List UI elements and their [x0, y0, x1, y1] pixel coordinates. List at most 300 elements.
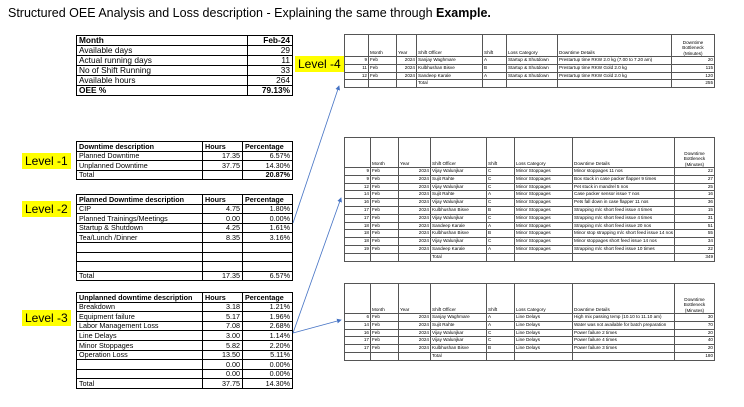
- column-header: [345, 138, 371, 168]
- summary-label: Month: [77, 36, 248, 46]
- cell-category: Minor Stoppages: [515, 175, 573, 183]
- cell-year: 2024: [399, 314, 431, 322]
- cell-shift: B: [487, 345, 515, 353]
- cell-year: 2024: [399, 337, 431, 345]
- cell-details: [573, 352, 675, 360]
- cell-day: 17: [345, 337, 371, 345]
- cell-year: 2024: [399, 321, 431, 329]
- cell-hours: 0.00: [203, 369, 243, 379]
- cell-category: Startup & Shutdown: [507, 72, 558, 80]
- cell-details: Minor stoppages 11 nos: [573, 168, 675, 176]
- arrow-startup-to-level-4: [293, 86, 339, 223]
- cell-year: 2024: [399, 206, 431, 214]
- table-row: [77, 204, 293, 214]
- table-row: [345, 175, 715, 183]
- table-row: [345, 238, 715, 246]
- cell-day: 18: [345, 222, 371, 230]
- cell-shift: C: [487, 175, 515, 183]
- cell-total-label: Total: [431, 352, 487, 360]
- cell-percentage: 2.68%: [243, 321, 293, 331]
- cell-hours: 37.75: [203, 161, 243, 171]
- cell-shift: B: [487, 206, 515, 214]
- cell-shift: A: [487, 314, 515, 322]
- table-row: [345, 222, 715, 230]
- cell-category: Line Delays: [515, 321, 573, 329]
- column-header: Downtime Bottleneck (Minutes): [675, 284, 715, 314]
- cell-day: 14: [345, 191, 371, 199]
- cell-day: 11: [345, 64, 369, 72]
- table-row: [77, 302, 293, 312]
- cell-shift: C: [487, 337, 515, 345]
- cell-shift: [487, 253, 515, 261]
- column-header: Year: [399, 284, 431, 314]
- cell-day: 17: [345, 345, 371, 353]
- column-header: Downtime description: [77, 142, 203, 152]
- cell-category: Minor Stoppages: [515, 199, 573, 207]
- cell-category: Minor Stoppages: [515, 222, 573, 230]
- cell-month: Feb: [371, 321, 399, 329]
- cell-officer: Sandeep Karale: [431, 245, 487, 253]
- level-1-table: [76, 141, 293, 180]
- cell-percentage: 1.80%: [243, 204, 293, 214]
- cell-month: Feb: [371, 183, 399, 191]
- cell-minutes: 36: [675, 199, 715, 207]
- cell-hours: 4.25: [203, 223, 243, 233]
- cell-month: Feb: [371, 206, 399, 214]
- cell-details: Prestartup time RKW Gold 2.0 kg: [558, 72, 672, 80]
- column-header: Month: [371, 284, 399, 314]
- detail-header-row: [345, 284, 715, 314]
- cell-shift: A: [483, 72, 507, 80]
- cell-year: 2024: [399, 191, 431, 199]
- table-row: [345, 245, 715, 253]
- cell-description: [77, 262, 203, 272]
- cell-year: 2024: [399, 345, 431, 353]
- cell-hours: 0.00: [203, 360, 243, 370]
- cell-hours: 3.18: [203, 302, 243, 312]
- table-row: [77, 360, 293, 370]
- column-header: Hours: [203, 195, 243, 205]
- table-row: [345, 191, 715, 199]
- cell-percentage: 0.00%: [243, 360, 293, 370]
- line-delays-detail-table: [344, 283, 715, 361]
- cell-details: Box stuck in case packer flapper 9 times: [573, 175, 675, 183]
- cell-year: 2024: [399, 168, 431, 176]
- cell-description: Operation Loss: [77, 350, 203, 360]
- cell-shift: B: [483, 64, 507, 72]
- cell-description: Total: [77, 170, 203, 180]
- cell-day: 9: [345, 168, 371, 176]
- summary-value: 264: [248, 76, 293, 86]
- column-header: Hours: [203, 293, 243, 303]
- cell-hours: 13.50: [203, 350, 243, 360]
- cell-month: Feb: [371, 345, 399, 353]
- cell-description: [77, 369, 203, 379]
- column-header: Month: [369, 35, 397, 57]
- cell-day: [345, 352, 371, 360]
- cell-category: Minor Stoppages: [515, 230, 573, 238]
- cell-year: 2024: [399, 245, 431, 253]
- cell-officer: Sandeep Karale: [417, 72, 483, 80]
- table-row: [77, 233, 293, 243]
- column-header: Downtime Details: [558, 35, 672, 57]
- cell-category: [515, 352, 573, 360]
- cell-year: 2024: [399, 222, 431, 230]
- column-header: Shift: [487, 138, 515, 168]
- startup-shutdown-detail-table: [344, 34, 715, 88]
- cell-details: Minor stop strapping m/c short feed issue 14 nos: [573, 230, 675, 238]
- summary-value: 11: [248, 56, 293, 66]
- column-header: Loss Category: [515, 138, 573, 168]
- cell-day: 14: [345, 321, 371, 329]
- table-row: [345, 183, 715, 191]
- table-row: [345, 321, 715, 329]
- column-header: Loss Category: [507, 35, 558, 57]
- cell-minutes: 115: [672, 64, 715, 72]
- cell-hours: [203, 242, 243, 252]
- cell-shift: C: [487, 183, 515, 191]
- cell-officer: Vijay Walunjkar: [431, 199, 487, 207]
- level-2-table: [76, 194, 293, 281]
- cell-day: 9: [345, 57, 369, 65]
- column-header: Hours: [203, 142, 243, 152]
- cell-hours: 4.75: [203, 204, 243, 214]
- cell-percentage: [243, 242, 293, 252]
- cell-description: [77, 242, 203, 252]
- cell-officer: Vijay Walunjkar: [431, 329, 487, 337]
- level-3-label: Level -3: [22, 310, 71, 326]
- cell-minutes: 70: [675, 321, 715, 329]
- cell-category: [507, 80, 558, 88]
- cell-details: [558, 80, 672, 88]
- cell-total-minutes: 255: [672, 80, 715, 88]
- table-row: [345, 337, 715, 345]
- cell-details: Pet stuck in mandrel 5 nos: [573, 183, 675, 191]
- level-1-label: Level -1: [22, 153, 71, 169]
- cell-minutes: 20: [672, 57, 715, 65]
- cell-minutes: 27: [675, 175, 715, 183]
- table-row: [77, 252, 293, 262]
- cell-details: Strapping m/c short feed issue 4 times: [573, 206, 675, 214]
- cell-month: Feb: [371, 214, 399, 222]
- cell-month: [371, 253, 399, 261]
- cell-officer: Vijay Walunjkar: [431, 168, 487, 176]
- cell-description: Tea/Lunch /Dinner: [77, 233, 203, 243]
- title-prefix: Structured OEE Analysis and Loss description - Explaining the same through: [8, 6, 437, 20]
- level-2-label: Level -2: [22, 201, 71, 217]
- cell-year: 2024: [399, 214, 431, 222]
- table-row: [345, 57, 715, 65]
- summary-row: [77, 36, 293, 46]
- summary-label: Available days: [77, 46, 248, 56]
- summary-row: [77, 56, 293, 66]
- cell-hours: [203, 170, 243, 180]
- cell-description: Unplanned Downtime: [77, 161, 203, 171]
- table-row: [77, 350, 293, 360]
- cell-percentage: 14.30%: [243, 379, 293, 389]
- table-row: [77, 379, 293, 389]
- cell-officer: Sanjay Waghmare: [431, 314, 487, 322]
- table-row: [77, 340, 293, 350]
- column-header: Year: [399, 138, 431, 168]
- table-row: [345, 214, 715, 222]
- cell-description: Startup & Shutdown: [77, 223, 203, 233]
- cell-minutes: 30: [675, 314, 715, 322]
- cell-description: Line Delays: [77, 331, 203, 341]
- cell-details: Power failure 3 times: [573, 345, 675, 353]
- cell-month: [371, 352, 399, 360]
- column-header: Shift: [483, 35, 507, 57]
- cell-month: [369, 80, 397, 88]
- column-header: Downtime Bottleneck (Minutes): [675, 138, 715, 168]
- table-row: [77, 271, 293, 281]
- column-header: Unplanned downtime description: [77, 293, 203, 303]
- cell-year: [397, 80, 417, 88]
- cell-percentage: 3.16%: [243, 233, 293, 243]
- oee-summary-table: [76, 35, 293, 96]
- cell-officer: Vijay Walunjkar: [431, 183, 487, 191]
- cell-details: Power failure 2 times: [573, 329, 675, 337]
- cell-month: Feb: [371, 191, 399, 199]
- level-4-label: Level -4: [295, 56, 344, 72]
- table-row: [77, 170, 293, 180]
- cell-month: Feb: [369, 57, 397, 65]
- column-header: Percentage: [243, 142, 293, 152]
- summary-row: [77, 66, 293, 76]
- summary-row: [77, 76, 293, 86]
- table-row: [345, 345, 715, 353]
- level-3-table: [76, 292, 293, 389]
- column-header: Year: [397, 35, 417, 57]
- table-row: [345, 206, 715, 214]
- cell-shift: C: [487, 214, 515, 222]
- cell-total-label: Total: [431, 253, 487, 261]
- column-header: Shift Officer: [431, 284, 487, 314]
- summary-row: [77, 46, 293, 56]
- cell-year: [399, 352, 431, 360]
- cell-category: Line Delays: [515, 337, 573, 345]
- cell-description: Breakdown: [77, 302, 203, 312]
- cell-day: [345, 253, 371, 261]
- cell-minutes: 120: [672, 72, 715, 80]
- cell-percentage: 1.96%: [243, 312, 293, 322]
- cell-details: High mix passing temp (10.10 to 11.10 am): [573, 314, 675, 322]
- cell-category: Minor Stoppages: [515, 206, 573, 214]
- cell-officer: Vijay Walunjkar: [431, 214, 487, 222]
- column-header: Downtime Details: [573, 138, 675, 168]
- cell-officer: Sujit Rahte: [431, 175, 487, 183]
- cell-day: 18: [345, 238, 371, 246]
- cell-category: Line Delays: [515, 329, 573, 337]
- table-row: [77, 223, 293, 233]
- cell-hours: 5.82: [203, 340, 243, 350]
- cell-shift: C: [487, 168, 515, 176]
- cell-category: [515, 253, 573, 261]
- cell-details: Case packer sensor issue 7 nos: [573, 191, 675, 199]
- cell-category: Minor Stoppages: [515, 245, 573, 253]
- cell-year: 2024: [399, 199, 431, 207]
- cell-month: Feb: [369, 64, 397, 72]
- cell-hours: [203, 252, 243, 262]
- summary-value: 33: [248, 66, 293, 76]
- cell-description: Minor Stoppages: [77, 340, 203, 350]
- cell-details: Prestartup time RKW 2.0 kg (7.00 to 7.20 am): [558, 57, 672, 65]
- cell-description: Planned Trainings/Meetings: [77, 214, 203, 224]
- cell-hours: 7.08: [203, 321, 243, 331]
- cell-shift: C: [487, 329, 515, 337]
- cell-minutes: 15: [675, 206, 715, 214]
- level-2-header-row: [77, 195, 293, 205]
- cell-minutes: 20: [675, 329, 715, 337]
- table-row: [77, 331, 293, 341]
- table-row: [345, 64, 715, 72]
- cell-month: Feb: [371, 238, 399, 246]
- cell-hours: 37.75: [203, 379, 243, 389]
- table-row: [345, 230, 715, 238]
- cell-minutes: 22: [675, 168, 715, 176]
- cell-officer: Vijay Walunjkar: [431, 238, 487, 246]
- cell-month: Feb: [371, 222, 399, 230]
- cell-total-minutes: 349: [675, 253, 715, 261]
- cell-hours: 3.00: [203, 331, 243, 341]
- cell-day: [345, 80, 369, 88]
- cell-minutes: 34: [675, 238, 715, 246]
- cell-shift: C: [487, 238, 515, 246]
- cell-details: Strapping m/c short feed issue 4 times: [573, 214, 675, 222]
- table-row: [77, 312, 293, 322]
- cell-percentage: 5.11%: [243, 350, 293, 360]
- table-row: [345, 199, 715, 207]
- cell-shift: [487, 352, 515, 360]
- table-row: [77, 151, 293, 161]
- column-header: Percentage: [243, 293, 293, 303]
- cell-year: 2024: [399, 238, 431, 246]
- cell-month: Feb: [371, 199, 399, 207]
- cell-day: 17: [345, 214, 371, 222]
- cell-details: Water was not available for batch preparation: [573, 321, 675, 329]
- column-header: Percentage: [243, 195, 293, 205]
- cell-hours: 17.35: [203, 151, 243, 161]
- table-row: [77, 214, 293, 224]
- cell-day: 6: [345, 314, 371, 322]
- summary-label: No of Shift Running: [77, 66, 248, 76]
- cell-shift: A: [483, 57, 507, 65]
- title-emphasis: Example.: [436, 6, 491, 20]
- cell-description: Total: [77, 379, 203, 389]
- table-row: [77, 369, 293, 379]
- column-header: Month: [371, 138, 399, 168]
- column-header: [345, 284, 371, 314]
- cell-category: Line Delays: [515, 345, 573, 353]
- table-row: [345, 329, 715, 337]
- cell-shift: A: [487, 222, 515, 230]
- cell-day: 18: [345, 230, 371, 238]
- summary-label: Actual running days: [77, 56, 248, 66]
- detail-header-row: [345, 138, 715, 168]
- cell-month: Feb: [371, 245, 399, 253]
- cell-shift: [483, 80, 507, 88]
- cell-shift: C: [487, 199, 515, 207]
- cell-shift: A: [487, 245, 515, 253]
- cell-minutes: 55: [675, 230, 715, 238]
- cell-category: Minor Stoppages: [515, 183, 573, 191]
- cell-year: 2024: [399, 230, 431, 238]
- cell-percentage: [243, 262, 293, 272]
- cell-description: Labor Management Loss: [77, 321, 203, 331]
- column-header: Planned Downtime description: [77, 195, 203, 205]
- cell-year: 2024: [399, 183, 431, 191]
- table-row: [345, 314, 715, 322]
- cell-officer: Kulbhushan Bisve: [417, 64, 483, 72]
- column-header: [345, 35, 369, 57]
- cell-percentage: 6.57%: [243, 151, 293, 161]
- cell-year: 2024: [397, 57, 417, 65]
- cell-officer: Sujit Rahte: [431, 321, 487, 329]
- cell-minutes: 51: [675, 222, 715, 230]
- cell-shift: A: [487, 191, 515, 199]
- cell-category: Startup & Shutdown: [507, 64, 558, 72]
- cell-description: CIP: [77, 204, 203, 214]
- cell-officer: Kulbhushan Bisve: [431, 230, 487, 238]
- cell-percentage: 1.14%: [243, 331, 293, 341]
- cell-details: [573, 253, 675, 261]
- cell-hours: 17.35: [203, 271, 243, 281]
- summary-value: Feb-24: [248, 36, 293, 46]
- cell-details: Prestartup time RKW Gold 2.0 kg: [558, 64, 672, 72]
- cell-day: 12: [345, 72, 369, 80]
- table-row: [345, 72, 715, 80]
- cell-percentage: 14.30%: [243, 161, 293, 171]
- table-row: [345, 168, 715, 176]
- summary-label: Available hours: [77, 76, 248, 86]
- cell-percentage: 2.20%: [243, 340, 293, 350]
- cell-description: Total: [77, 271, 203, 281]
- cell-month: Feb: [371, 168, 399, 176]
- arrow-minor-stoppages: [293, 198, 341, 333]
- table-row: [345, 80, 715, 88]
- table-row: [77, 321, 293, 331]
- cell-hours: 5.17: [203, 312, 243, 322]
- cell-day: 16: [345, 329, 371, 337]
- cell-total-minutes: 180: [675, 352, 715, 360]
- cell-year: [399, 253, 431, 261]
- cell-minutes: 16: [675, 191, 715, 199]
- cell-category: Minor Stoppages: [515, 191, 573, 199]
- cell-minutes: 25: [675, 183, 715, 191]
- cell-minutes: 20: [675, 345, 715, 353]
- cell-officer: Kulbhushan Bisve: [431, 206, 487, 214]
- cell-day: 9: [345, 175, 371, 183]
- cell-hours: 0.00: [203, 214, 243, 224]
- cell-total-label: Total: [417, 80, 483, 88]
- cell-minutes: 40: [675, 337, 715, 345]
- table-row: [77, 242, 293, 252]
- column-header: Shift Officer: [431, 138, 487, 168]
- level-1-header-row: [77, 142, 293, 152]
- table-row: [345, 253, 715, 261]
- cell-shift: B: [487, 230, 515, 238]
- cell-category: Startup & Shutdown: [507, 57, 558, 65]
- cell-year: 2024: [399, 175, 431, 183]
- cell-percentage: 1.61%: [243, 223, 293, 233]
- cell-year: 2024: [397, 72, 417, 80]
- summary-value: 29: [248, 46, 293, 56]
- cell-category: Minor Stoppages: [515, 238, 573, 246]
- column-header: Downtime Bottleneck (Minutes): [672, 35, 715, 57]
- cell-category: Minor Stoppages: [515, 214, 573, 222]
- cell-percentage: 6.57%: [243, 271, 293, 281]
- cell-hours: 8.35: [203, 233, 243, 243]
